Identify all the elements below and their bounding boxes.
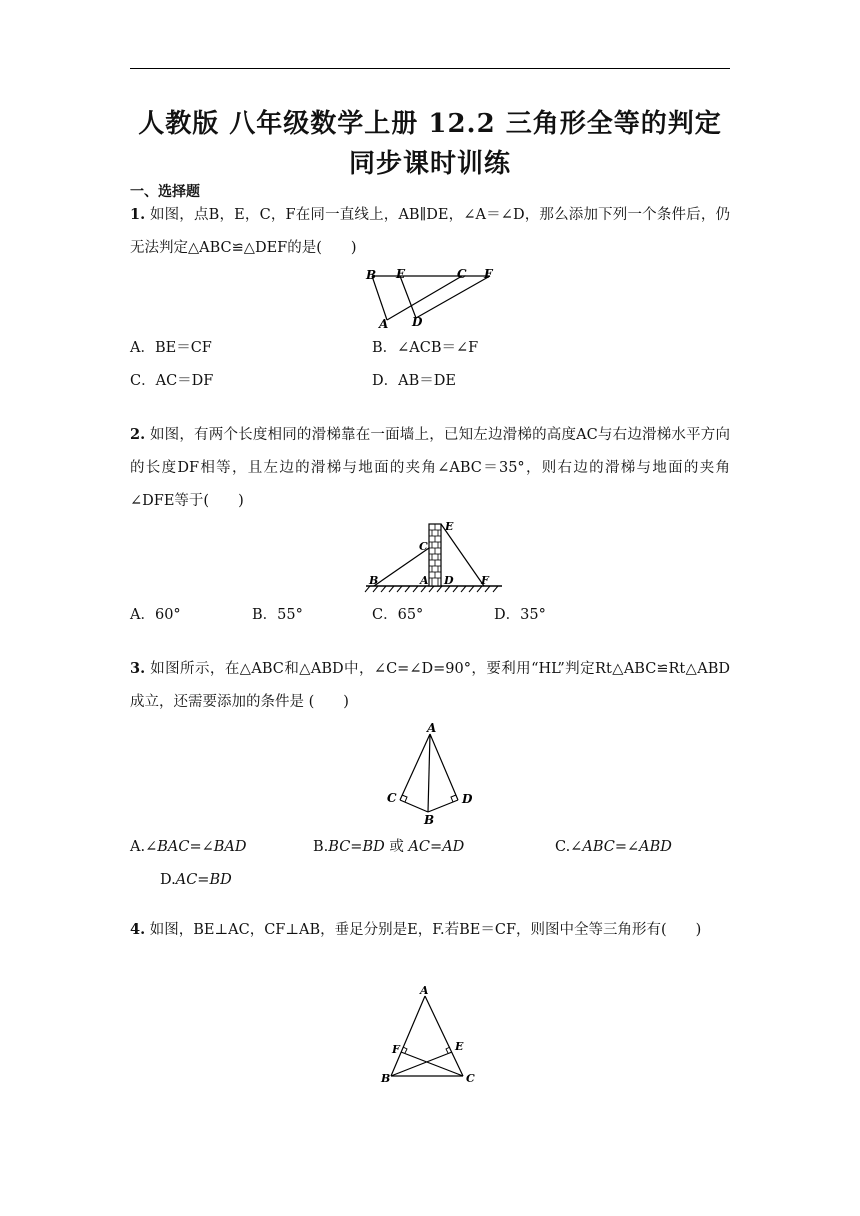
question-number: 3. — [130, 660, 146, 677]
question-number: 1. — [130, 206, 146, 223]
section-heading: 一、选择题 — [130, 184, 200, 200]
option-a: A.∠BAC=∠BAD — [130, 839, 247, 855]
fig-label: B — [424, 813, 435, 827]
option-b: B．∠ACB＝∠F — [372, 340, 479, 356]
fig-label: D — [412, 315, 423, 329]
question-1 — [130, 198, 730, 265]
fig-label: B — [381, 1072, 391, 1085]
fig-label: C — [466, 1072, 475, 1085]
option-c: C．AC＝DF — [130, 373, 214, 389]
question-2 — [130, 418, 730, 518]
option-c: C.∠ABC=∠ABD — [555, 839, 672, 855]
question-text: 如图所示，在△ABC和△ABD中，∠C=∠D=90°，要利用“HL”判定Rt△ABC≌Rt△ABD成立，还需要添加的条件是 ( ) — [130, 661, 730, 710]
fig-label: E — [445, 520, 454, 533]
question-text: 如图，点B，E，C，F在同一直线上，AB∥DE，∠A＝∠D，那么添加下列一个条件后，仍无法判定△ABC≌△DEF的是( ) — [130, 207, 731, 256]
option-d: D．35° — [494, 607, 546, 623]
option-a: A．BE＝CF — [130, 340, 212, 356]
fig-label: D — [444, 574, 454, 587]
fig-label: C — [457, 267, 467, 281]
fig-label: F — [392, 1043, 400, 1056]
question-number: 2. — [130, 426, 146, 443]
fig-label: C — [387, 791, 397, 805]
page-title: 人教版 八年级数学上册 12.2 三角形全等的判定 同步课时训练 — [138, 109, 722, 179]
fig-label: B — [366, 268, 377, 282]
fig-label: C — [419, 540, 428, 553]
fig-label: E — [455, 1040, 464, 1053]
option-d: D．AB＝DE — [372, 373, 456, 389]
fig-label: A — [379, 317, 389, 330]
figure-q4 — [375, 980, 485, 1090]
fig-label: F — [484, 267, 493, 281]
fig-label: D — [462, 792, 473, 806]
question-text: 如图，BE⊥AC，CF⊥AB，垂足分别是E，F.若BE＝CF，则图中全等三角形有( ) — [149, 922, 702, 938]
fig-label: F — [481, 574, 489, 587]
question-number: 4. — [130, 921, 146, 938]
option-d: D.AC=BD — [160, 872, 232, 888]
figure-q1 — [360, 266, 500, 330]
option-c: C．65° — [372, 607, 424, 623]
question-4 — [130, 913, 730, 947]
figure-q3 — [380, 720, 480, 830]
option-b: B．55° — [252, 607, 303, 623]
fig-label: E — [396, 267, 406, 281]
option-b: B.BC=BD 或 AC=AD — [313, 839, 465, 855]
question-3 — [130, 652, 730, 719]
question-text: 如图，有两个长度相同的滑梯靠在一面墙上，已知左边滑梯的高度AC与右边滑梯水平方向的长度DF相等，且左边的滑梯与地面的夹角∠ABC＝35°，则右边的滑梯与地面的夹角∠DFE等于( ) — [130, 427, 731, 509]
fig-label: B — [369, 574, 379, 587]
fig-label: A — [427, 721, 437, 735]
figure-q2 — [360, 520, 510, 596]
fig-label: A — [420, 984, 429, 997]
header-rule — [130, 68, 730, 69]
fig-label: A — [420, 574, 429, 587]
option-a: A．60° — [130, 607, 181, 623]
